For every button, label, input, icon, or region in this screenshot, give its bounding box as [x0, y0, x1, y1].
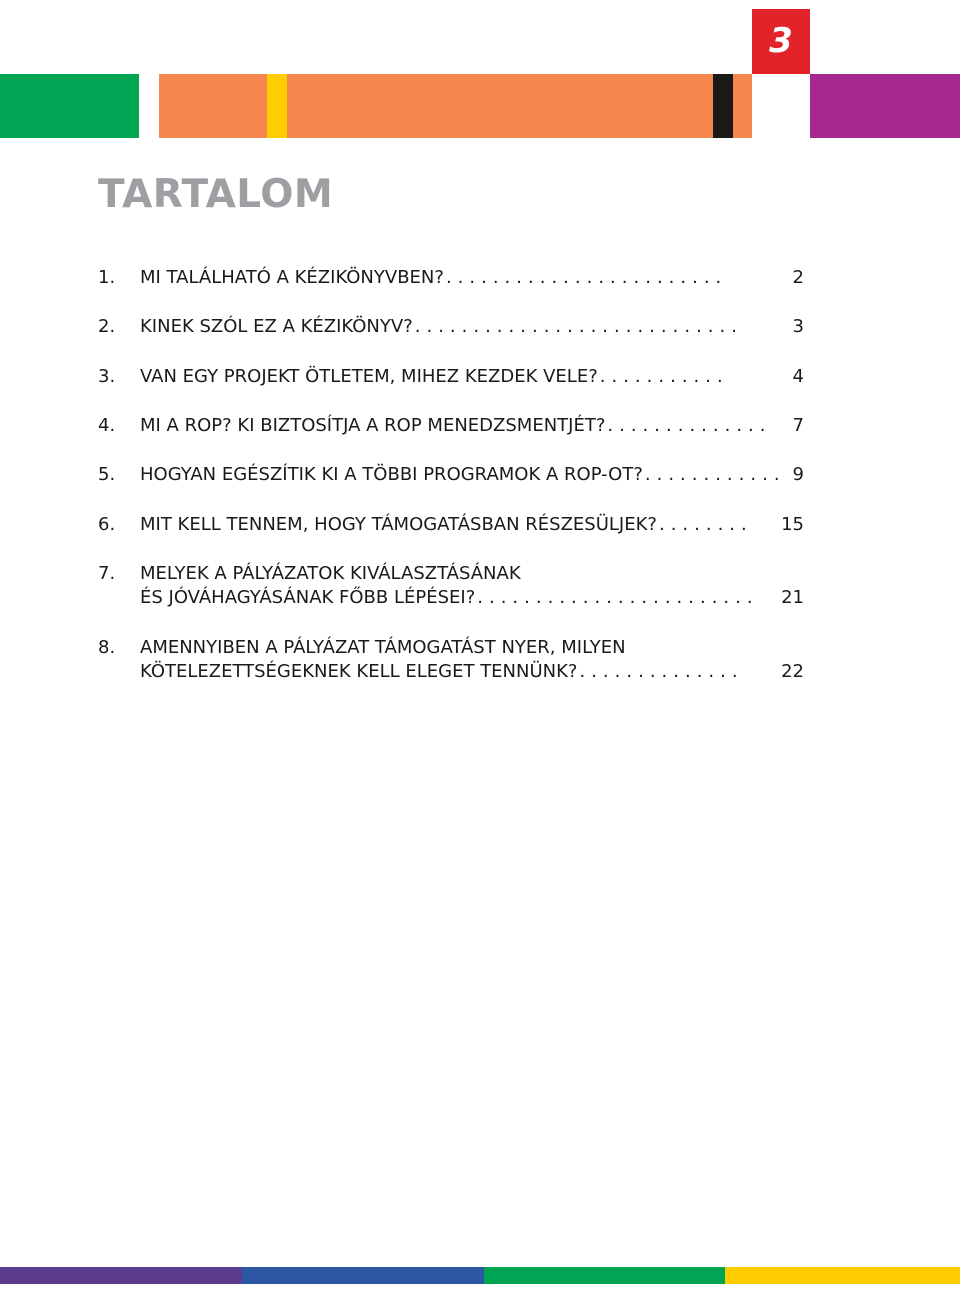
toc-entry-title: KINEK SZÓL EZ A KÉZIKÖNYV? — [140, 316, 413, 337]
footer-band-yellow — [725, 1267, 960, 1284]
toc-entry-number: 3. — [98, 366, 116, 387]
footer-band-green — [484, 1267, 725, 1284]
header-band-orange — [159, 74, 267, 138]
page-title: TARTALOM — [98, 172, 334, 217]
toc-entry-title: MIT KELL TENNEM, HOGY TÁMOGATÁSBAN RÉSZESÜLJEK? — [140, 514, 657, 535]
toc-entry-title: VAN EGY PROJEKT ÖTLETEM, MIHEZ KEZDEK VELE? — [140, 366, 598, 387]
toc-entry-title: AMENNYIBEN A PÁLYÁZAT TÁMOGATÁST NYER, MILYEN — [140, 637, 626, 658]
header-band-orange — [733, 74, 752, 138]
toc-entry-page: 22 — [781, 661, 804, 682]
toc-entry-number: 7. — [98, 563, 116, 584]
toc-entry-number: 6. — [98, 514, 116, 535]
toc-entry-number: 4. — [98, 415, 116, 436]
toc-entry-page: 2 — [792, 267, 804, 288]
toc-entry-title-continued: ÉS JÓVÁHAGYÁSÁNAK FŐBB LÉPÉSEI? — [140, 587, 476, 608]
toc-entry-number: 1. — [98, 267, 116, 288]
header-band-black — [713, 74, 733, 138]
toc-leader-dots: .............. — [607, 415, 772, 436]
toc-entry-page: 21 — [781, 587, 804, 608]
toc-entry-page: 7 — [792, 415, 804, 436]
page-number: 3 — [752, 9, 810, 74]
toc-leader-dots: ........................ — [445, 267, 728, 288]
toc-entry-number: 5. — [98, 464, 116, 485]
toc-leader-dots: ........................ — [477, 587, 759, 608]
toc-entry[interactable] — [98, 513, 804, 537]
toc-entry-page: 4 — [792, 366, 804, 387]
toc-entry-page: 9 — [792, 464, 804, 485]
footer-band-blue — [242, 1267, 484, 1284]
toc-entry[interactable] — [98, 414, 804, 438]
toc-entry[interactable] — [98, 636, 804, 684]
toc-entry[interactable] — [98, 562, 804, 610]
toc-entry-number: 8. — [98, 637, 116, 658]
toc-entry[interactable] — [98, 463, 804, 487]
header-band-yellow — [267, 74, 287, 138]
toc-leader-dots: ........ — [658, 514, 753, 535]
toc-leader-dots: ........... — [599, 366, 729, 387]
toc-leader-dots: ............................ — [414, 316, 743, 337]
toc-entry[interactable] — [98, 365, 804, 389]
header-band-purple — [810, 74, 960, 138]
header-band-green — [0, 74, 139, 138]
toc-entry-title: MELYEK A PÁLYÁZATOK KIVÁLASZTÁSÁNAK — [140, 563, 521, 584]
toc-entry-page: 15 — [781, 514, 804, 535]
toc-entry-title: HOGYAN EGÉSZÍTIK KI A TÖBBI PROGRAMOK A ROP-OT? — [140, 464, 643, 485]
toc-leader-dots: ............ — [644, 464, 786, 485]
footer-band-purple — [0, 1267, 242, 1284]
toc-leader-dots: .............. — [579, 661, 744, 682]
toc-entry-title: MI A ROP? KI BIZTOSÍTJA A ROP MENEDZSMENTJÉT? — [140, 415, 606, 436]
toc-entry[interactable] — [98, 315, 804, 339]
toc-entry-page: 3 — [792, 316, 804, 337]
toc-entry-title-continued: KÖTELEZETTSÉGEKNEK KELL ELEGET TENNÜNK? — [140, 661, 578, 682]
header-band-orange — [287, 74, 713, 138]
toc-entry-title: MI TALÁLHATÓ A KÉZIKÖNYVBEN? — [140, 267, 444, 288]
toc-entry-number: 2. — [98, 316, 116, 337]
toc-entry[interactable] — [98, 266, 804, 290]
